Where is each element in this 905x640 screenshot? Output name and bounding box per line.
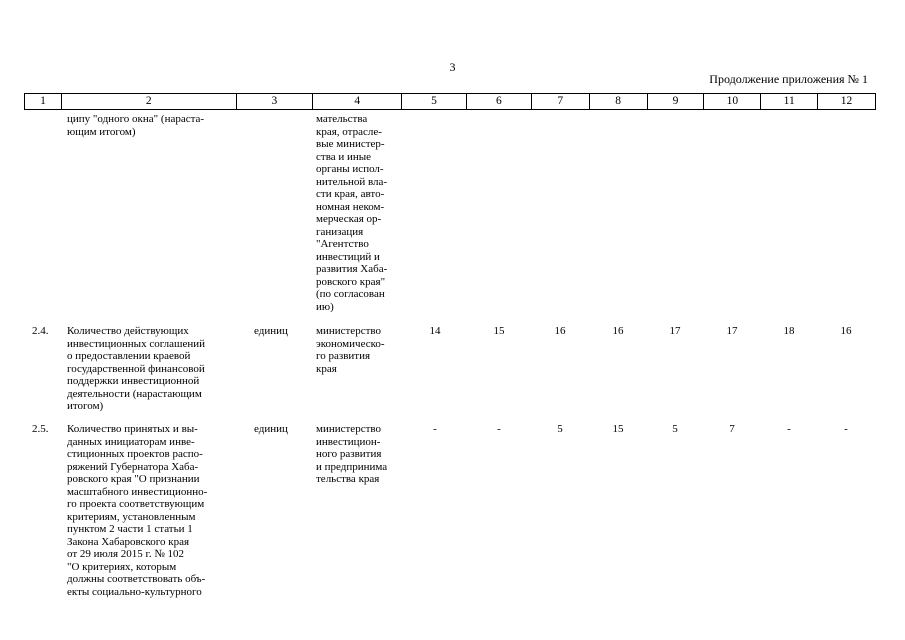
row-executor: министерство экономическо- го развития края	[316, 325, 385, 375]
row-value: 7	[729, 423, 735, 435]
header-cell: 9	[648, 94, 705, 109]
row-executor: министерство инвестицион- ного развития и предпринима тельства края	[316, 423, 388, 485]
header-cell: 10	[704, 94, 761, 109]
row-unit: единиц	[254, 325, 288, 337]
row-value: 17	[726, 325, 738, 337]
row-value: 16	[840, 325, 852, 337]
header-cell: 8	[590, 94, 648, 109]
table-header	[24, 93, 876, 110]
row-value: 15	[493, 325, 505, 337]
row-value: 16	[612, 325, 624, 337]
header-cell: 12	[840, 95, 853, 107]
row-number: 2.5.	[32, 423, 49, 435]
row-name: ципу "одного окна" (нараста- ющим итогом)	[67, 113, 205, 138]
row-value: 5	[557, 423, 563, 435]
row-value: -	[497, 423, 501, 435]
page-number: 3	[449, 60, 456, 74]
header-cell: 3	[237, 94, 314, 109]
row-unit: единиц	[254, 423, 288, 435]
row-value: 17	[669, 325, 681, 337]
header-cell: 6	[467, 94, 532, 109]
row-value: 18	[783, 325, 795, 337]
header-cell: 5	[402, 94, 467, 109]
row-number: 2.4.	[32, 325, 49, 337]
row-name: Количество действующих инвестиционных соглашений о предоставлении краевой государственной финансовой поддержки инвестиционной деятельности (нарастающим итогом)	[67, 325, 206, 412]
continuation-label: Продолжение приложения № 1	[709, 72, 868, 86]
header-cell: 4	[313, 94, 402, 109]
row-value: -	[433, 423, 437, 435]
row-value: -	[787, 423, 791, 435]
header-cell: 1	[25, 94, 62, 109]
header-cell: 7	[532, 94, 590, 109]
row-value: -	[844, 423, 848, 435]
header-cell: 11	[761, 94, 818, 109]
row-name: Количество принятых и вы- данных инициаторам инве- стиционных проектов распо- ряжений Губернатора Хаба- ровского края "О признании масштабного инвестиционно- го проекта соответствующим критериям, установленным пунктом 2 части 1 статьи 1 Закона Хабаровского края от 29 июля 2015 г. № 102 "О критериях, которым должны соответствовать объ- екты социально-культурного	[67, 423, 208, 598]
row-value: 16	[554, 325, 566, 337]
row-value: 5	[672, 423, 678, 435]
row-executor: мательства края, отрасле- вые министер- ства и иные органы испол- нительной вла- сти края, авто- номная неком- мерческая ор- ганизация "Агентство инвестиций и развития Хаба- ровского края" (по согласован ию)	[316, 113, 388, 313]
row-value: 15	[612, 423, 624, 435]
header-cell: 2	[62, 94, 237, 109]
row-value: 14	[429, 325, 441, 337]
